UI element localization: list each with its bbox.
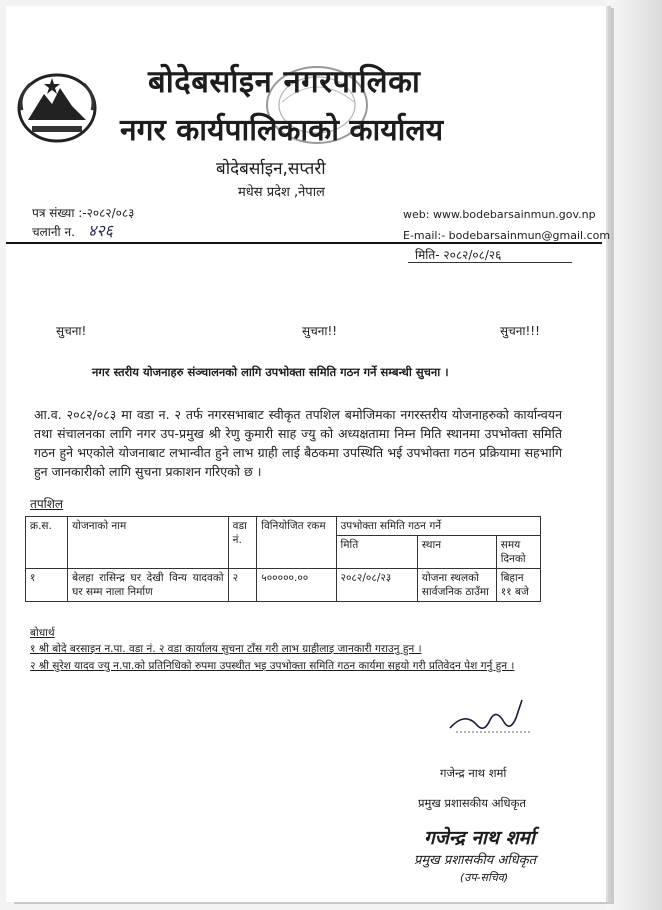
- header-divider: [6, 242, 602, 244]
- rubber-stamp-designation: प्रमुख प्रशासकीय अधिकृत: [414, 853, 537, 868]
- cell-sn: १: [26, 569, 68, 602]
- bodharth-label: बोधार्थ: [30, 627, 55, 639]
- header-budget: विनियोजित रकम: [257, 517, 336, 569]
- address-line-1: बोदेबर्साइन,सप्तरी: [216, 159, 326, 179]
- officer-name: गजेन्द्र नाथ शर्मा: [440, 766, 507, 780]
- municipality-title: बोदेबर्साइन नगरपालिका: [148, 64, 421, 100]
- address-line-2: मधेस प्रदेश ,नेपाल: [238, 185, 325, 200]
- dispatch-number-label: चलानी न.: [32, 225, 75, 239]
- handwritten-signature: [446, 694, 536, 738]
- office-title: नगर कार्यपालिकाको कार्यालय: [120, 113, 444, 148]
- notice-word-2: सुचना!!: [302, 324, 338, 338]
- table-row: [26, 569, 541, 602]
- project-details-table: [25, 516, 541, 602]
- email: E-mail:- bodebarsainmun@gmail.com: [403, 229, 611, 242]
- header-sn: क्र.स.: [26, 517, 68, 569]
- nepal-emblem-logo-icon: [14, 70, 100, 144]
- header-committee: उपभोक्ता समिति गठन गर्ने: [336, 517, 540, 536]
- cell-project: बेलहा रासिन्द्र घर देखी विन्य यादवको घर सम्म नाला निर्माण: [68, 569, 228, 602]
- notice-word-1: सुचना!: [56, 324, 87, 338]
- notice-word-3: सुचना!!!: [500, 324, 540, 338]
- cell-ward: २: [228, 569, 257, 602]
- cell-budget: ५०००००.००: [257, 569, 336, 602]
- bodharth-line-2: २ श्री सुरेश यादव ज्यु न.पा.को प्रतिनिधिको रुपमा उपस्थीत भइ उपभोक्ता समिति गठन कार्यमा सहयो गरी प्रतिवेदन पेश गर्नु हुन ।: [30, 660, 515, 672]
- date-underline: [408, 262, 572, 263]
- rubber-stamp-rank: (उप-सचिव): [460, 871, 509, 884]
- letter-date: मिति- २०८२/०८/२६: [415, 248, 502, 262]
- header-date: मिति: [336, 536, 417, 569]
- stacked-page-edges: [606, 0, 662, 910]
- rubber-stamp-name: गजेन्द्र नाथ शर्मा: [424, 827, 535, 849]
- header-ward: वडा नं.: [228, 517, 257, 569]
- bodharth-line-1: १ श्री बोदे बरसाइन न.पा. वडा नं. २ वडा कार्यालय सुचना टाँस गरी लाभ ग्राहीलाइ जानकारी गराउनु हुन ।: [30, 643, 422, 655]
- website: web: www.bodebarsainmun.gov.np: [403, 208, 596, 221]
- letter-number: पत्र संख्या :-२०८२/०८३: [32, 206, 135, 220]
- header-place: स्थान: [417, 536, 496, 569]
- notice-subject: नगर स्तरीय योजनाहरु संञ्चालनको लागि उपभोक्ता समिति गठन गर्ने सम्बन्धी सुचना ।: [92, 365, 449, 379]
- table-caption: तपशिल: [30, 497, 64, 511]
- header-project: योजनाको नाम: [68, 517, 228, 569]
- cell-place: योजना स्थलको सार्वजनिक ठाउँमा: [417, 569, 496, 602]
- officer-designation: प्रमुख प्रशासकीय अधिकृत: [418, 796, 526, 810]
- cell-date: २०८२/०८/२३: [336, 569, 417, 602]
- cell-time: बिहान ११ बजे: [496, 569, 540, 602]
- dispatch-number-handwritten: ४२६: [88, 221, 113, 240]
- header-time: समय दिनको: [496, 536, 540, 569]
- notice-body: आ.व. २०८२/०८३ मा वडा न. २ तर्फ नगरसभाबाट स्वीकृत तपशिल बमोजिमका नगरस्तरीय योजनाहरुको कार्यान्वयन तथा संचालनका लागि नगर उप-प्रमुख श्री रेणु कुमारी साह ज्यु को अध्यक्षतामा निम्न मिति स्थानमा उपभोक्ता समिति गठन हुने भएकोले योजनाबाट लभान्वीत हुने लाभ ग्राही लाई बैठकमा उपस्थिति भई उपभोक्ता गठन प्रक्रियामा सहभागि हुन जानकारीको लागि सुचना प्रकाशन गरिएको छ ।: [34, 407, 562, 479]
